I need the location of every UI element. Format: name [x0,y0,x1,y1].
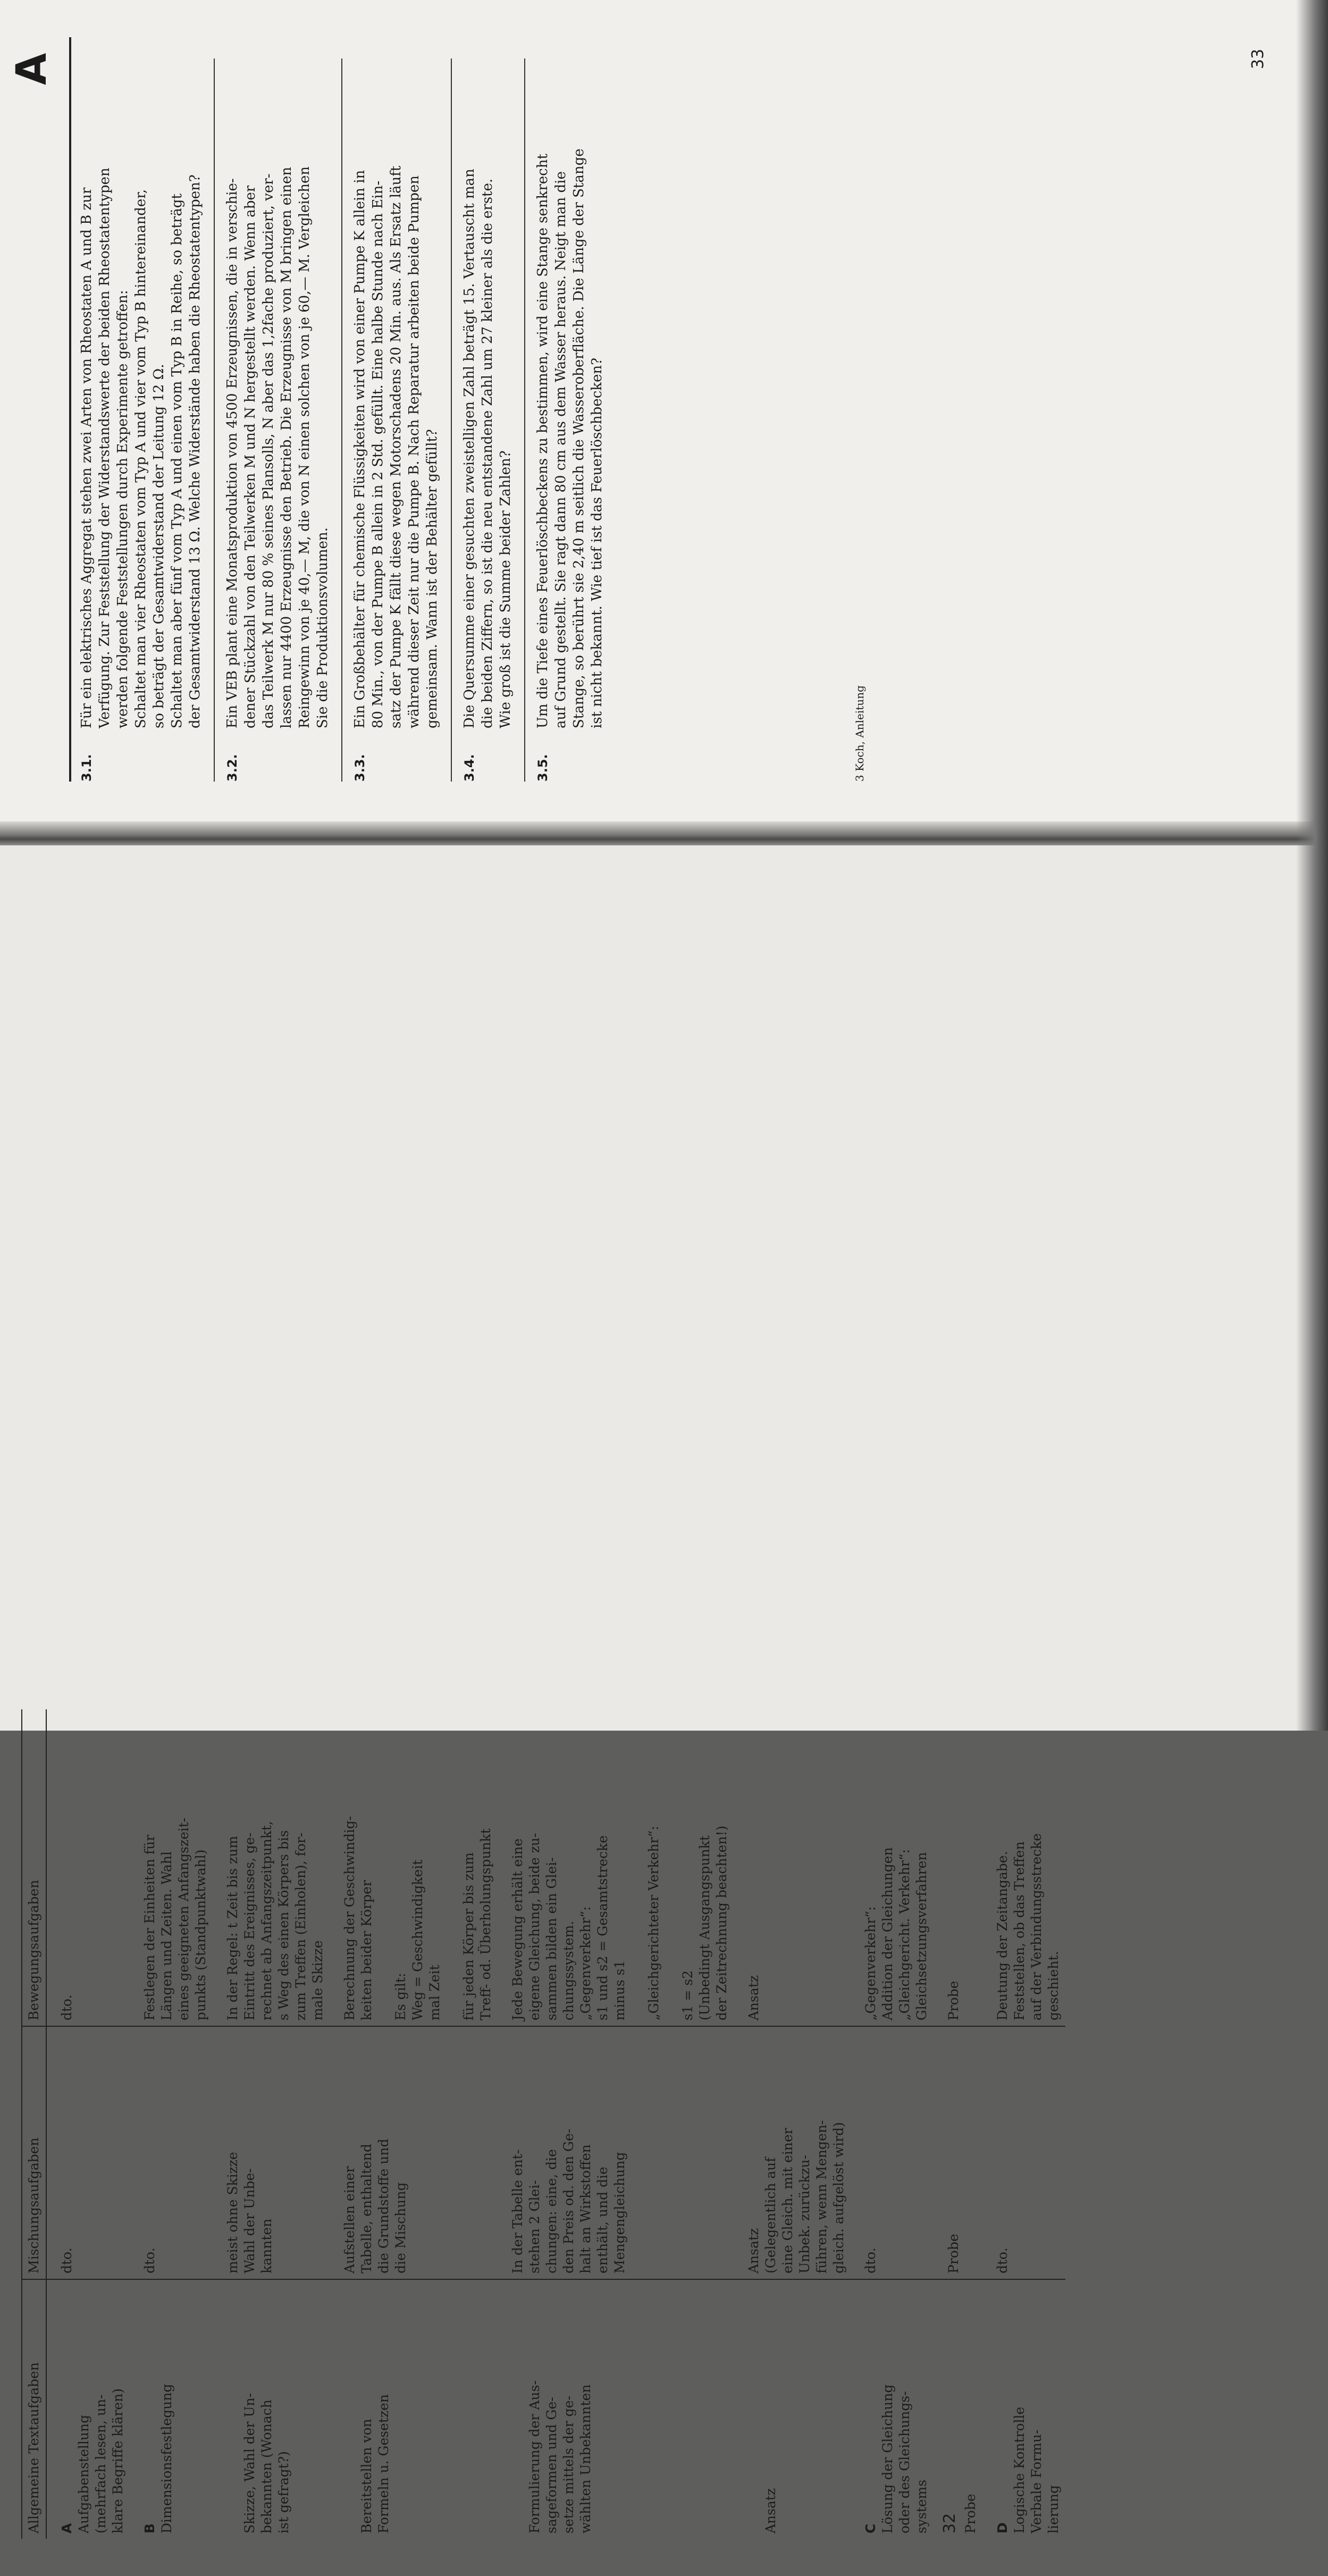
cell-line: sageformen und Ge- [544,2397,559,2533]
table-row [934,1709,982,2539]
header-motion: Bewegungsaufgaben [22,1709,46,2026]
method-table [21,1709,1065,2539]
cell-line: Tabelle, enthaltend [359,2143,374,2273]
cell-line: Aufstellen einer [342,2166,357,2273]
cell-line: Feststellen, ob das Treffen [1012,1841,1027,2021]
cell-line: Probe [946,2234,961,2273]
problem-text-line: Reingewinn von je 40,— M, die von N einen solchen von je 60,— M. Vergleichen [297,166,313,728]
cell-line: Ansatz [746,1975,761,2021]
cell-line: kannten [259,2218,274,2273]
problem-text-line: das Teilwerk M nur 80 % seines Plansolls, N aber das 1,2fache produziert, ver- [260,173,276,728]
problem-text [78,58,204,728]
cell-line: Wahl der Unbe- [242,2168,257,2273]
cell-line: eine Gleich. mit einer [780,2128,795,2273]
problem-text [534,58,606,728]
cell-line: der Zeitrechnung beachten!) [714,1825,729,2021]
table-cell [934,2026,982,2279]
problem-text-line: so beträgt der Gesamtwiderstand der Leitung 12 Ω. [151,364,167,728]
cell-line: s1 = s2 [680,1970,695,2021]
problem-text-line: während dieser Zeit nur die Pumpe B. Nach Reparatur arbeiten beide Pumpen [406,175,422,728]
cell-line: Formulierung der Aus- [527,2380,542,2533]
problem-item [69,58,215,782]
table-cell [734,1709,851,2026]
cell-line: gleich. aufgelöst wird) [831,2122,846,2273]
cell-line: dto. [59,2247,74,2273]
problem-number: 3.1. [79,754,94,782]
page-number-33: 33 [1249,48,1267,69]
cell-line: meist ohne Skizze [225,2152,240,2273]
problem-text-line: werden folgende Feststellungen durch Experimente getroffen: [115,290,131,728]
table-cell [46,2279,130,2539]
cell-line: dto. [59,1994,74,2021]
problem-text-line: Stange, so berührt sie 2,40 m seitlich die Wasseroberfläche. Die Länge der Stange [571,148,587,728]
cell-line: In der Tabelle ent- [510,2149,525,2273]
cell-line: punkts (Standpunktwahl) [193,1849,208,2021]
problem-text [223,58,332,728]
table-row [130,1709,213,2539]
table-cell [982,2279,1065,2539]
cell-line: chungen: eine, die [544,2149,559,2273]
cell-line: führen, wenn Mengen- [814,2120,829,2273]
table-row [46,1709,130,2539]
cell-line: Ansatz [746,2228,761,2273]
problem-text [351,58,441,728]
cell-line: den Preis od. den Ge- [561,2128,576,2273]
problem-text-line: gemeinsam. Wann ist der Behälter gefüllt? [424,429,440,728]
table-header-row [22,1709,46,2539]
table-cell [851,1709,934,2026]
cell-line: chungssystem. [561,1920,576,2021]
table-row [213,1709,330,2539]
cell-line: ist gefragt?) [276,2451,291,2533]
table-cell [982,2026,1065,2279]
header-mixing: Mischungsaufgaben [22,2026,46,2279]
cell-line: Logische Kontrolle [1012,2406,1027,2533]
step-marker: B [142,2523,157,2533]
problem-text-line: dener Stückzahl von den Teilwerken M und N hergestellt werden. Wenn aber [242,185,258,728]
cell-line: „Gegenverkehr“: [578,1906,593,2021]
cell-line: minus s1 [612,1960,627,2021]
cell-line: Verbale Formu- [1029,2429,1044,2533]
problem-text-line: Um die Tiefe eines Feuerlöschbeckens zu bestimmen, wird eine Stange senkrecht [535,154,551,728]
cell-line: oder des Gleichungs- [897,2391,912,2533]
table-cell [982,1709,1065,2026]
problem-text-line: satz der Pumpe K fällt diese wegen Motorschadens 20 Min. aus. Als Ersatz läuft [388,165,404,728]
problem-text-line: lassen nur 4400 Erzeugnisse den Betrieb. Die Erzeugnisse von M bringen einen [279,166,295,728]
cell-line: enthält, und die [595,2167,610,2273]
table-cell [498,2279,734,2539]
table-cell [734,2026,851,2279]
page-33-area [0,0,1328,829]
problem-list [69,58,616,782]
cell-line [662,1715,679,2020]
problem-text-line: Ein Großbehälter für chemische Flüssigkeiten wird von einer Pumpe K allein in [352,170,368,728]
problem-item [215,58,342,782]
cell-line: (Gelegentlich auf [763,2157,778,2273]
cell-line: stehen 2 Glei- [527,2180,542,2273]
step-marker: A [59,2523,74,2533]
cell-line: mal Zeit [427,1965,442,2021]
cell-line: Addition der Gleichungen [880,1847,895,2021]
problem-text-line: Ein VEB plant eine Monatsproduktion von 4500 Erzeugnissen, die in verschie- [224,178,240,728]
table-cell [330,2026,498,2279]
problem-number: 3.4. [462,754,477,782]
cell-line: Aufgabenstellung [76,2414,91,2533]
cell-line: „Gegenverkehr“: [863,1906,878,2021]
cell-line: rechnet ab Anfangszeitpunkt, [259,1820,274,2021]
cell-line: auf der Verbindungsstrecke [1029,1833,1044,2021]
page-32-area [0,845,1328,2533]
problem-text-line: Für ein elektrisches Aggregat stehen zwei Arten von Rheostaten A und B zur [79,187,95,728]
table-row [982,1709,1065,2539]
cell-line: Skizze, Wahl der Un- [242,2393,257,2533]
cell-line: Es gilt: [393,1973,408,2021]
cell-line: Unbek. zurückzu- [797,2154,812,2273]
table-cell [46,1709,130,2026]
page-number-32: 32 [940,2513,959,2533]
cell-line: Jede Bewegung erhält eine [510,1838,525,2021]
cell-line: Festlegen der Einheiten für [142,1834,157,2021]
section-letter: A [8,53,56,85]
table-cell [213,2279,330,2539]
cell-line: Weg = Geschwindigkeit [410,1859,425,2021]
problem-text [460,58,515,728]
cell-line: Eintritt des Ereignisses, ge- [242,1832,257,2021]
cell-line: Ansatz [763,2488,778,2533]
cell-line: Gleichsetzungsverfahren [914,1852,929,2021]
table-row [498,1709,734,2539]
step-marker: D [995,2522,1010,2533]
problem-item [452,58,525,782]
cell-line: klare Begriffe klären) [110,2388,125,2533]
problem-text-line: die beiden Ziffern, so ist die neu entstandene Zahl um 27 kleiner als die erste. [480,178,495,728]
cell-line: die Grundstoffe und [376,2138,391,2273]
cell-line: (Unbedingt Ausgangspunkt [697,1835,712,2021]
cell-line [628,1715,645,2020]
cell-line [375,1715,392,2020]
cell-line: male Skizze [310,1940,325,2021]
table-cell [330,1709,498,2026]
cell-line: (mehrfach lesen, un- [93,2394,108,2533]
problem-text-line: Schaltet man vier Rheostaten vom Typ A und vier vom Typ B hintereinander, [133,189,149,728]
page-edge-shadow [1296,0,1328,1731]
footer-note: 3 Koch, Anleitung [853,685,866,782]
cell-line: Probe [946,1981,961,2021]
table-cell [934,2279,982,2539]
header-general: Allgemeine Textaufgaben [22,2279,46,2539]
table-row [734,1709,851,2539]
problem-item [525,58,616,782]
cell-line: Deutung der Zeitangabe. [995,1851,1010,2021]
cell-line: Bereitstellen von [359,2419,374,2533]
table-cell [46,2026,130,2279]
table-cell [130,1709,213,2026]
cell-line: für jeden Körper bis zum [461,1852,476,2021]
table-cell [498,2026,734,2279]
page-32 [0,1691,1328,2576]
table-body [46,1709,1065,2539]
problem-text-line: ist nicht bekannt. Wie tief ist das Feuerlöschbecken? [589,357,605,728]
table-cell [213,1709,330,2026]
table-cell [213,2026,330,2279]
problem-text-line: der Gesamtwiderstand 13 Ω. Welche Widerstände haben die Rheostatentypen? [187,174,203,728]
cell-line: s1 und s2 = Gesamtstrecke [595,1835,610,2021]
cell-line: sammen bilden ein Glei- [544,1857,559,2021]
cell-line: Längen und Zeiten. Wahl [159,1851,174,2021]
cell-line: „Gleichgerichteter Verkehr“: [646,1826,661,2021]
cell-line: keiten beider Körper [359,1880,374,2021]
cell-line: Formeln u. Gesetzen [376,2394,391,2533]
cell-line: Treff- od. Überholungspunkt [478,1828,493,2021]
cell-line [443,1715,460,2020]
table-row [851,1709,934,2539]
problem-number: 3.3. [352,754,367,782]
table-cell [851,2279,934,2539]
problem-text-line: auf Grund gestellt. Sie ragt dann 80 cm aus dem Wasser heraus. Neigt man die [553,171,569,728]
cell-line: geschieht. [1046,1951,1061,2021]
table-cell [934,1709,982,2026]
table-cell [498,1709,734,2026]
cell-line: zum Treffen (Einholen), for- [293,1832,308,2021]
cell-line: lierung [1046,2485,1061,2533]
cell-line: systems [914,2479,929,2533]
table-cell [130,2026,213,2279]
problem-text-line: Wie groß ist die Summe beider Zahlen? [498,450,514,728]
cell-line: dto. [995,2247,1010,2273]
cell-line: Lösung der Gleichung [880,2384,895,2533]
table-cell [734,2279,851,2539]
table-cell [851,2026,934,2279]
cell-line: Berechnung der Geschwindig- [342,1816,357,2021]
problem-number: 3.5. [535,754,550,782]
cell-line: bekannten (Wonach [259,2399,274,2533]
cell-line: „Gleichgericht. Verkehr“: [897,1849,912,2021]
cell-line: dto. [863,2247,878,2273]
cell-line: wählten Unbekannten [578,2384,593,2533]
table-cell [130,2279,213,2539]
problem-text-line: Sie die Produktionsvolumen. [315,527,331,728]
page-33 [0,0,1328,829]
cell-line: Probe [963,2494,978,2533]
problem-text-line: 80 Min., von der Pumpe B allein in 2 Std. gefüllt. Eine halbe Stunde nach Ein- [370,180,386,728]
cell-line: die Mischung [393,2182,408,2273]
cell-line: Mengengleichung [612,2152,627,2273]
cell-line: halt an Wirkstoffen [578,2144,593,2273]
problem-number: 3.2. [225,754,240,782]
problem-item [342,58,452,782]
problem-text-line: Die Quersumme einer gesuchten zweistelligen Zahl beträgt 15. Vertauscht man [461,169,477,728]
problem-text-line: Schaltet man aber fünf vom Typ A und einen vom Typ B in Reihe, so beträgt [169,194,185,728]
problem-text-line: Verfügung. Zur Feststellung der Widerstandswerte der beiden Rheostatentypen [97,167,113,728]
cell-line: eines geeigneten Anfangszeit- [176,1817,191,2021]
cell-line: setze mittels der ge- [561,2396,576,2533]
cell-line: s Weg des einen Körpers bis [276,1830,291,2021]
cell-line: Dimensionsfestlegung [159,2384,174,2533]
cell-line: In der Regel: t Zeit bis zum [225,1835,240,2021]
cell-line: eigene Gleichung, beide zu- [527,1833,542,2021]
table-cell [330,2279,498,2539]
table-row [330,1709,498,2539]
step-marker: C [863,2523,878,2533]
cell-line: dto. [142,2247,157,2273]
